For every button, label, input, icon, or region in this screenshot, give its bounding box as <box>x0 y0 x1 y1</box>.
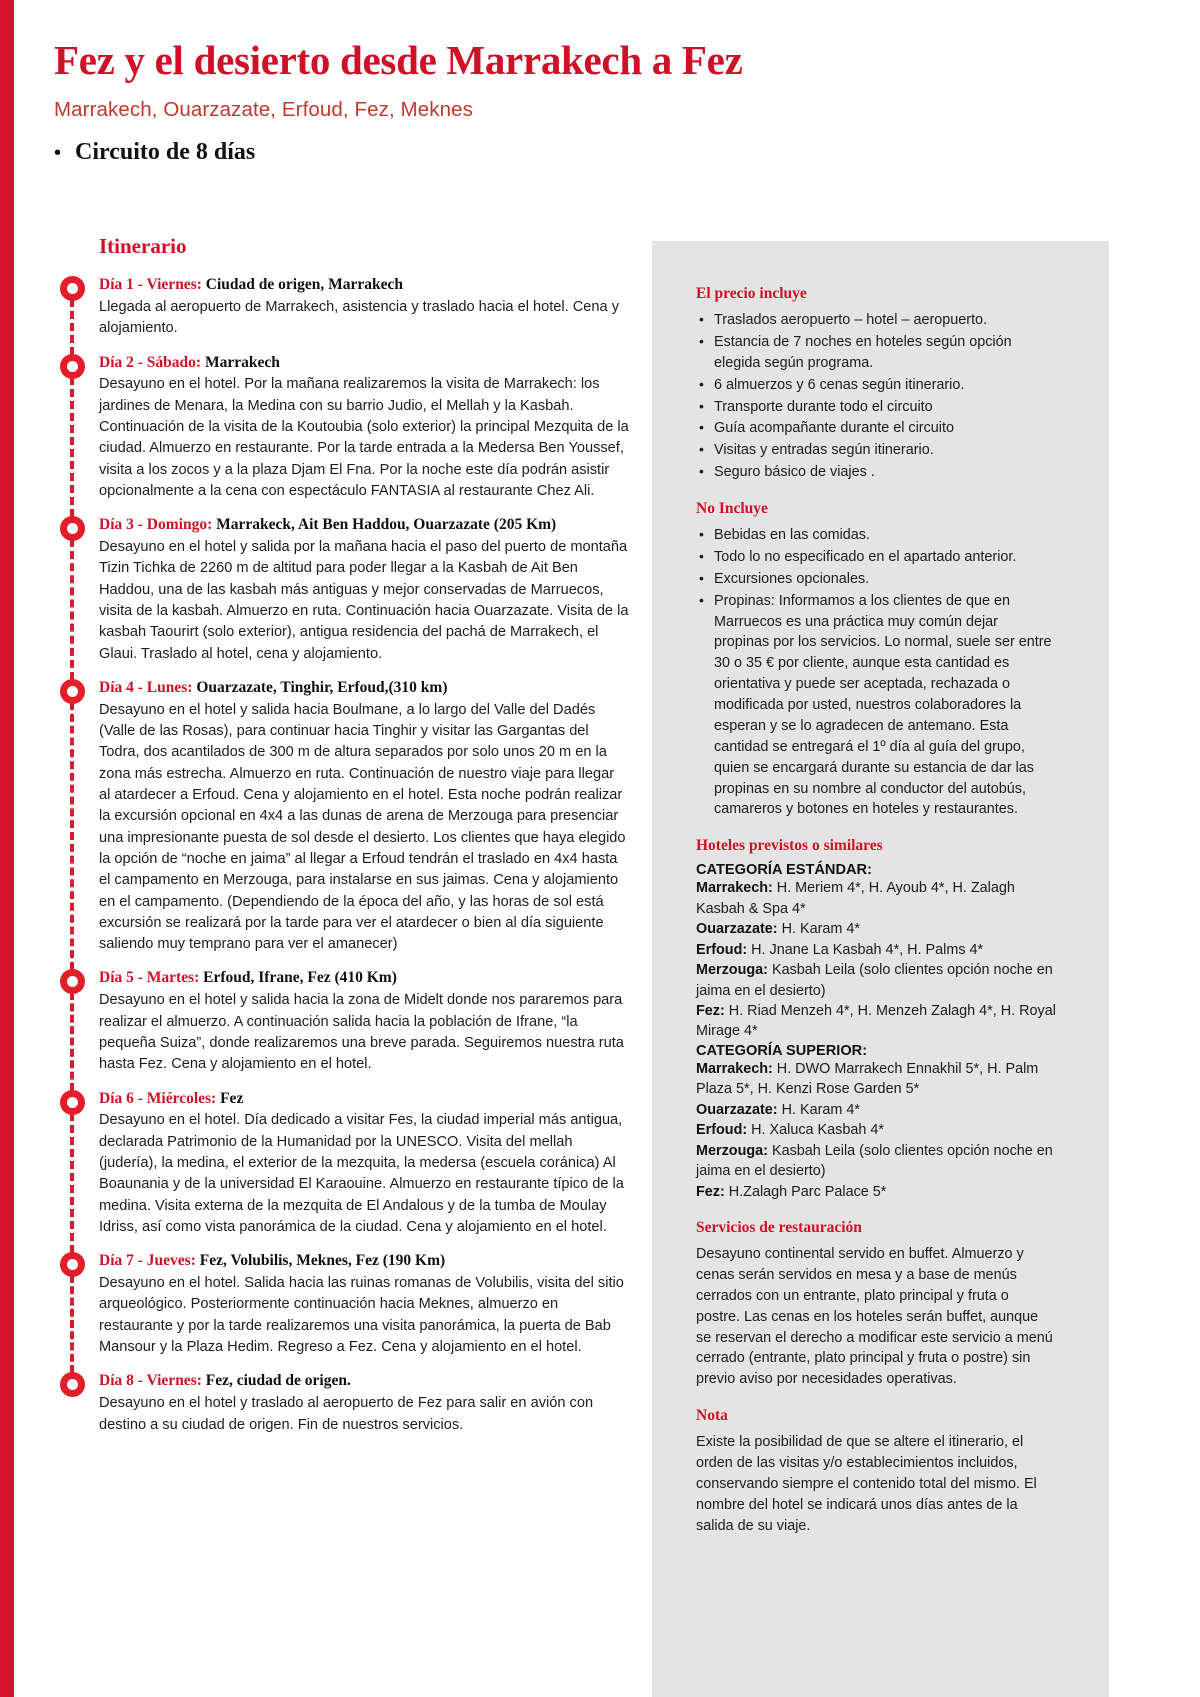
itinerary-heading: Itinerario <box>99 234 187 258</box>
hotel-entry <box>696 1100 1056 1120</box>
itinerary-day-title <box>99 275 630 296</box>
timeline-dashed-line <box>70 992 78 1090</box>
timeline-dashed-line <box>70 1275 78 1373</box>
tour-duration <box>54 139 1144 166</box>
hotel-names: H.Zalagh Parc Palace 5* <box>724 1183 887 1200</box>
itinerary-day-entry <box>55 275 630 340</box>
itinerary-day-description: Desayuno en el hotel. Día dedicado a visitar Fes, la ciudad imperial más antigua, declarada Patrimonio de la Humanidad por la UNESCO. Visita del mellah (judería), la medina, el exterior de la mezquita, la medersa (escuela coránica) Al Boaunania y de la universidad El Karaouine. Almuerzo en restaurante típico de la medina. Visita externa de la mezquita de El Andalous y de la tumba de Moulay Idriss, así como vista panorámica de la ciudad. Cena y alojamiento en el hotel. <box>99 1112 624 1235</box>
price-excludes-item: • Todo lo no especificado en el apartado anterior. <box>696 547 1056 568</box>
price-includes-item: • 6 almuerzos y 6 cenas según itinerario. <box>696 375 1056 396</box>
hotel-entry <box>696 919 1056 939</box>
note-text: Existe la posibilidad de que se altere el itinerario, el orden de las visitas y/o establecimientos incluidos, conservando siempre el contenido total del mismo. El nombre del hotel se indicará unos días antes de la salida de su viaje. <box>696 1434 1037 1534</box>
timeline-marker-column <box>55 968 99 1075</box>
itinerary-day-entry <box>55 1371 630 1436</box>
hotel-entry <box>696 1182 1056 1202</box>
timeline-dashed-line <box>70 377 78 518</box>
itinerary-day-label: Día 2 - Sábado: <box>99 353 202 371</box>
timeline-ring-icon <box>60 969 85 994</box>
price-excludes-item: • Propinas: Informamos a los clientes de que en Marruecos es una práctica muy común dejar propinas por los servicios. Lo normal, suele ser entre 30 o 35 € por cliente, aunque esta cantidad es orientativa y puede ser aceptada, rechazada o modificada por usted, nuestros colaboradores la esperan y se lo agradecen de antemano. Esta cantidad se entregará el 1º día al guía del grupo, quien se encargará durante su estancia de dar las propinas en su nombre al conductor del autobús, camareros y botones en hoteles y restaurantes. <box>696 591 1056 821</box>
timeline-marker-column <box>55 515 99 665</box>
hotel-names: H. Meriem 4*, H. Ayoub 4*, H. Zalagh Kasbah & Spa 4* <box>696 880 1015 917</box>
left-accent-bar <box>0 0 14 1697</box>
hotel-names: H. DWO Marrakech Ennakhil 5*, H. Palm Plaza 5*, H. Kenzi Rose Garden 5* <box>696 1060 1039 1098</box>
itinerary-day-entry <box>55 678 630 955</box>
itinerary-day-label: Día 7 - Jueves: <box>99 1252 196 1270</box>
timeline-ring-icon <box>60 516 85 541</box>
hotel-entry <box>696 1141 1056 1182</box>
hotel-entry <box>696 878 1056 919</box>
price-excludes-list <box>696 525 1056 820</box>
itinerary-day-entry <box>55 515 630 665</box>
price-includes-heading: El precio incluye <box>696 285 807 302</box>
itinerary-day-entry <box>55 353 630 503</box>
timeline-dashed-line <box>70 299 78 355</box>
hotel-entry <box>696 960 1056 1001</box>
price-includes-item: • Visitas y entradas según itinerario. <box>696 440 1056 461</box>
price-excludes-item: • Bebidas en las comidas. <box>696 525 1056 546</box>
itinerary-day-description: Llegada al aeropuerto de Marrakech, asistencia y traslado hacia el hotel. Cena y alojamiento. <box>99 298 620 337</box>
itinerary-timeline <box>55 275 630 1436</box>
timeline-ring-icon <box>60 276 85 301</box>
itinerary-day-entry <box>55 1089 630 1239</box>
destinations-subtitle: Marrakech, Ouarzazate, Erfoud, Fez, Meknes <box>54 97 473 121</box>
hotel-city-label: Erfoud: <box>696 1122 748 1139</box>
timeline-ring-icon <box>60 1372 85 1397</box>
tour-duration-label: Circuito de 8 días <box>75 138 256 165</box>
hotel-names: Kasbah Leila (solo clientes opción noche en jaima en el desierto) <box>696 962 1053 999</box>
itinerary-day-label: Día 5 - Martes: <box>99 969 200 987</box>
timeline-ring-icon <box>60 1090 85 1115</box>
hotel-entry <box>696 1120 1056 1140</box>
itinerary-day-places: Erfoud, Ifrane, Fez (410 Km) <box>199 969 397 987</box>
itinerary-day-places: Ciudad de origen, Marrakech <box>201 276 403 293</box>
hotel-entry <box>696 940 1056 960</box>
itinerary-day-description: Desayuno en el hotel. Salida hacia las ruinas romanas de Volubilis, visita del sitio arqueológico. Posteriormente continuación hacia Meknes, almuerzo en restaurante y por la tarde realizaremos una visita panorámica, la puerta de Bab Mansour y la Plaza Hedim. Regreso a Fez. Cena y alojamiento en el hotel. <box>99 1275 624 1356</box>
itinerary-day-description: Desayuno en el hotel y salida hacia Boulmane, a lo largo del Valle del Dadés (Valle de las Rosas), para continuar hacia Tinghir y visitar las Gargantas del Todra, dos acantilados de 300 m de altura separados por solo unos 20 m en la zona más estrecha. Almuerzo en ruta. Continuación de nuestro viaje para llegar al atardecer a Erfoud. Cena y alojamiento en el hotel. Esta noche podrán realizar la excursión opcional en 4x4 a las dunas de arena de Merzouga para presenciar una impresionante puesta de sol desde el desierto. Los clientes que haya elegido la opción de “noche en jaima” al llegar a Erfoud tendrán el traslado en 4x4 hasta el campamento en Merzouga, para instalarse en sus jaimas. Cena y alojamiento en el campamento. (Dependiendo de la época del año, y las horas de sol está excursión se realizará por la tarde para ver el atardecer o bien al día siguiente saliendo muy temprano para ver el amanecer) <box>99 701 626 953</box>
hotel-city-label: Ouarzazate: <box>696 1101 778 1118</box>
itinerary-day-places: Fez, Volubilis, Meknes, Fez (190 Km) <box>195 1252 446 1270</box>
itinerary-day-places: Fez, ciudad de origen. <box>201 1372 351 1390</box>
hotel-names: Kasbah Leila (solo clientes opción noche en jaima en el desierto) <box>696 1142 1053 1180</box>
itinerary-day-title <box>99 968 630 989</box>
itinerary-day-title <box>99 1089 630 1110</box>
price-includes-item: • Transporte durante todo el circuito <box>696 397 1056 418</box>
itinerary-day-description: Desayuno en el hotel y traslado al aeropuerto de Fez para salir en avión con destino a su ciudad de origen. Fin de nuestros servicios. <box>99 1395 594 1433</box>
itinerary-day-title <box>99 1371 630 1392</box>
hotels-heading: Hoteles previstos o similares <box>696 837 883 855</box>
itinerary-day-label: Día 4 - Lunes: <box>99 678 193 696</box>
itinerary-day-label: Día 8 - Viernes: <box>99 1372 202 1390</box>
itinerary-day-label: Día 3 - Domingo: <box>99 516 213 534</box>
hotel-names: H. Karam 4* <box>777 921 860 938</box>
itinerary-day-title <box>99 353 630 374</box>
hotels-block <box>696 862 1056 1202</box>
itinerary-day-entry <box>55 968 630 1075</box>
hotel-names: H. Karam 4* <box>777 1101 860 1118</box>
restoration-text: Desayuno continental servido en buffet. Almuerzo y cenas serán servidos en mesa y a base de menús cerrados con un entrante, plato principal y fruta o postre. Las cenas en los hoteles serán buffet, aunque se reservan el derecho a modificar este servicio a menú cerrado (entrante, plato principal y fruta o postre) sin previo aviso por necesidades operativas. <box>696 1246 1053 1388</box>
itinerary-day-title <box>99 678 630 699</box>
hotel-city-label: Merzouga: <box>696 962 768 979</box>
price-includes-item: • Traslados aeropuerto – hotel – aeropuerto. <box>696 310 1056 331</box>
hotel-names: H. Riad Menzeh 4*, H. Menzeh Zalagh 4*, H. Royal Mirage 4* <box>696 1002 1056 1040</box>
hotel-entry <box>696 1059 1056 1100</box>
sidebar-column <box>696 285 1056 1539</box>
price-excludes-item: • Excursiones opcionales. <box>696 569 1056 590</box>
itinerary-day-places: Fez <box>216 1089 244 1107</box>
itinerary-day-title <box>99 1251 630 1272</box>
itinerary-day-description: Desayuno en el hotel y salida por la mañana hacia el paso del puerto de montaña Tizin Tichka de 2260 m de altitud para poder llegar a la Kasbah de Ait Ben Haddou, una de las kasbah más antiguas y mejor conservadas de Marruecos, visita de la kasbah. Almuerzo en ruta. Continuación hacia Ouarzazate. Visita de la kasbah Taourirt (solo exterior), antigua residencia del pachá de Marrakech, el Glaui. Traslado al hotel, cena y alojamiento. <box>99 539 629 662</box>
timeline-marker-column <box>55 1251 99 1358</box>
timeline-ring-icon <box>60 679 85 704</box>
itinerary-day-entry <box>55 1251 630 1358</box>
price-excludes-heading: No Incluye <box>696 500 768 517</box>
page-title: Fez y el desierto desde Marrakech a Fez <box>54 37 743 83</box>
document-header <box>54 38 1144 166</box>
timeline-marker-column <box>55 678 99 955</box>
hotel-city-label: Ouarzazate: <box>696 921 778 938</box>
timeline-marker-column <box>55 1089 99 1239</box>
hotel-entry <box>696 1001 1056 1042</box>
hotel-city-label: Marrakech: <box>696 880 773 897</box>
itinerary-day-description: Desayuno en el hotel y salida hacia la zona de Midelt donde nos pararemos para realizar el almuerzo. A continuación salida hacia la población de Ifrane, “la pequeña Suiza”, donde realizaremos una breve parada. Seguiremos nuestra ruta hasta Fez. Cena y alojamiento en el hotel. <box>99 992 624 1073</box>
timeline-ring-icon <box>60 1252 85 1277</box>
hotel-names: H. Xaluca Kasbah 4* <box>747 1122 884 1139</box>
price-includes-list <box>696 310 1056 483</box>
restoration-heading: Servicios de restauración <box>696 1219 862 1237</box>
itinerary-day-places: Marrakeck, Ait Ben Haddou, Ouarzazate (205 Km) <box>212 516 557 534</box>
timeline-ring-icon <box>60 354 85 379</box>
itinerary-day-label: Día 1 - Viernes: <box>99 276 202 293</box>
bullet-icon: • <box>54 141 62 164</box>
hotel-city-label: Merzouga: <box>696 1142 768 1159</box>
timeline-dashed-line <box>70 539 78 680</box>
price-includes-item: • Seguro básico de viajes . <box>696 462 1056 483</box>
timeline-dashed-line <box>70 1113 78 1254</box>
timeline-dashed-line <box>70 702 78 970</box>
note-heading: Nota <box>696 1407 728 1425</box>
hotel-category-heading: CATEGORÍA SUPERIOR: <box>696 1042 868 1059</box>
hotel-city-label: Fez: <box>696 1002 725 1019</box>
hotel-city-label: Fez: <box>696 1183 725 1200</box>
itinerary-day-places: Ouarzazate, Tinghir, Erfoud,(310 km) <box>192 678 448 696</box>
price-includes-item: • Estancia de 7 noches en hoteles según opción elegida según programa. <box>696 332 1056 374</box>
hotel-names: H. Jnane La Kasbah 4*, H. Palms 4* <box>747 941 984 958</box>
timeline-marker-column <box>55 353 99 503</box>
timeline-marker-column <box>55 1371 99 1436</box>
hotel-city-label: Erfoud: <box>696 941 748 958</box>
hotel-city-label: Marrakech: <box>696 1060 773 1077</box>
timeline-marker-column <box>55 275 99 340</box>
price-includes-item: • Guía acompañante durante el circuito <box>696 418 1056 439</box>
itinerary-column <box>55 234 630 1436</box>
itinerary-day-label: Día 6 - Miércoles: <box>99 1089 217 1107</box>
itinerary-day-places: Marrakech <box>201 353 280 371</box>
hotel-category-heading: CATEGORÍA ESTÁNDAR: <box>696 862 872 879</box>
itinerary-day-description: Desayuno en el hotel. Por la mañana realizaremos la visita de Marrakech: los jardines de Menara, la Medina con su barrio Judio, el Mellah y la Kasbah. Continuación de la visita de la Koutoubia (solo exterior) la principal Mezquita de la ciudad. Almuerzo en restaurante. Por la tarde entrada a la Medersa Ben Youssef, visita a los zocos y a la plaza Djam El Fna. Por la noche este día podrán asistir opcionalmente a la cena con espectáculo FANTASIA al restaurante Chez Ali. <box>99 376 629 499</box>
itinerary-day-title <box>99 515 630 536</box>
